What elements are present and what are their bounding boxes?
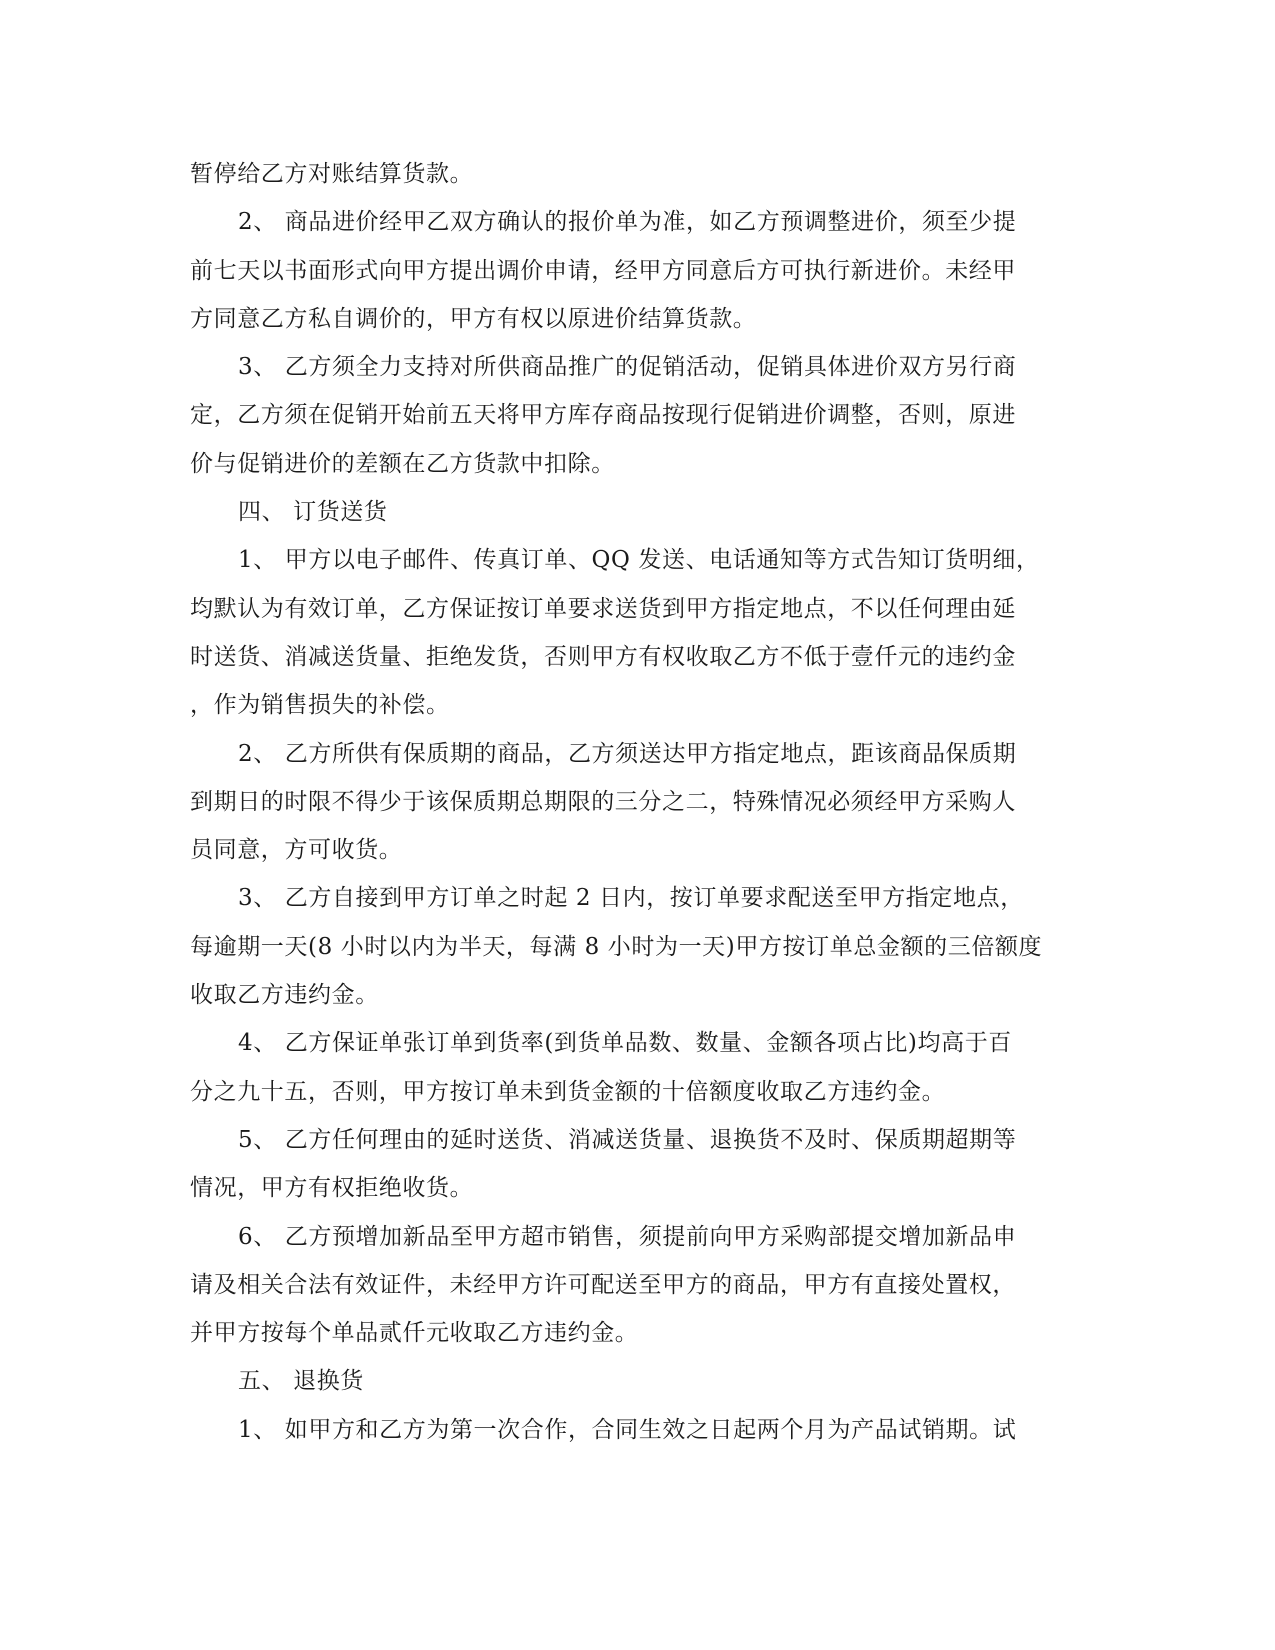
- section-heading: 五、 退换货: [238, 1368, 364, 1395]
- clause-line: 6、 乙方预增加新品至甲方超市销售，须提前向甲方采购部提交增加新品申: [238, 1223, 1017, 1250]
- text-line: 方同意乙方私自调价的，甲方有权以原进价结算货款。: [190, 305, 757, 332]
- clause-line: 4、 乙方保证单张订单到货率(到货单品数、数量、金额各项占比)均高于百: [238, 1030, 1012, 1057]
- text-line: 收取乙方违约金。: [190, 982, 379, 1009]
- clause-line: 5、 乙方任何理由的延时送货、消减送货量、退换货不及时、保质期超期等: [238, 1126, 1017, 1153]
- text-line: 每逾期一天(8 小时以内为半天，每满 8 小时为一天)甲方按订单总金额的三倍额度: [190, 933, 1043, 960]
- text-line: 前七天以书面形式向甲方提出调价申请，经甲方同意后方可执行新进价。未经甲: [190, 257, 1016, 284]
- clause-line: 3、 乙方自接到甲方订单之时起 2 日内，按订单要求配送至甲方指定地点，: [238, 885, 1024, 912]
- clause-line: 2、 乙方所供有保质期的商品，乙方须送达甲方指定地点，距该商品保质期: [238, 740, 1017, 767]
- text-line: 员同意，方可收货。: [190, 837, 403, 864]
- document-body: [190, 150, 1070, 1454]
- text-line: 分之九十五，否则，甲方按订单未到货金额的十倍额度收取乙方违约金。: [190, 1078, 946, 1105]
- clause-line: 2、 商品进价经甲乙双方确认的报价单为准，如乙方预调整进价，须至少提: [238, 209, 1017, 236]
- text-line: 到期日的时限不得少于该保质期总期限的三分之二，特殊情况必须经甲方采购人: [190, 788, 1016, 815]
- clause-line: 1、 甲方以电子邮件、传真订单、QQ 发送、电话通知等方式告知订货明细，: [238, 547, 1040, 574]
- text-line: 请及相关合法有效证件，未经甲方许可配送至甲方的商品，甲方有直接处置权，: [190, 1271, 1016, 1298]
- section-heading: 四、 订货送货: [238, 499, 388, 526]
- clause-line: 3、 乙方须全力支持对所供商品推广的促销活动，促销具体进价双方另行商: [238, 354, 1017, 381]
- text-line: ，作为销售损失的补偿。: [190, 692, 450, 719]
- text-line: 定，乙方须在促销开始前五天将甲方库存商品按现行促销进价调整，否则，原进: [190, 402, 1016, 429]
- text-line: 并甲方按每个单品贰仟元收取乙方违约金。: [190, 1320, 639, 1347]
- text-line: 均默认为有效订单，乙方保证按订单要求送货到甲方指定地点，不以任何理由延: [190, 595, 1016, 622]
- text-line: 时送货、消减送货量、拒绝发货，否则甲方有权收取乙方不低于壹仟元的违约金: [190, 643, 1016, 670]
- text-line: 价与促销进价的差额在乙方货款中扣除。: [190, 450, 615, 477]
- text-line: 暂停给乙方对账结算货款。: [190, 161, 474, 187]
- text-line: 情况，甲方有权拒绝收货。: [190, 1175, 474, 1202]
- clause-line: 1、 如甲方和乙方为第一次合作，合同生效之日起两个月为产品试销期。试: [238, 1416, 1017, 1443]
